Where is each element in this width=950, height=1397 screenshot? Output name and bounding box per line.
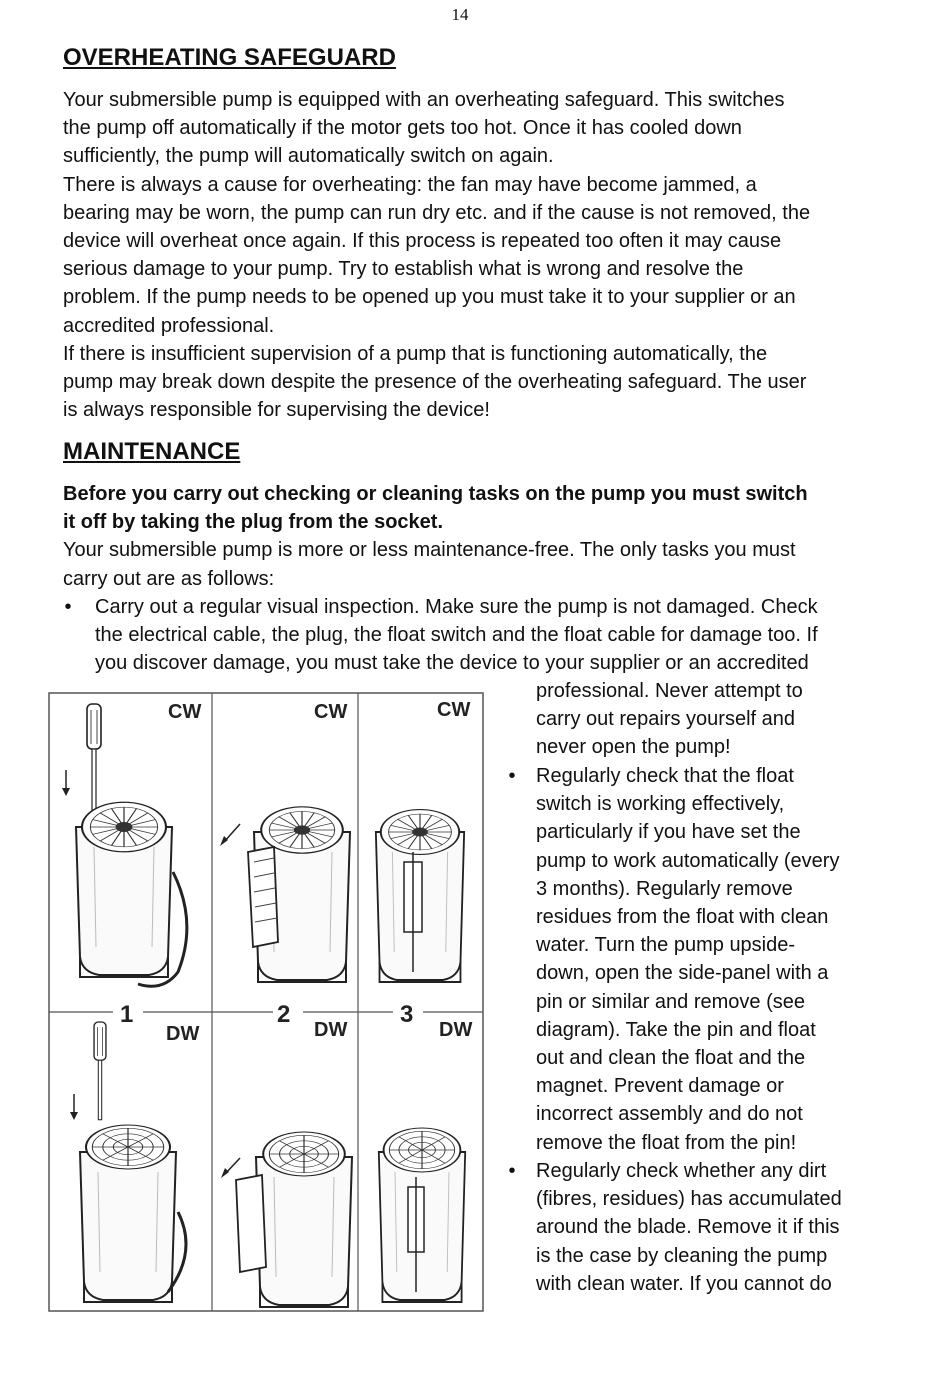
text-line: device will overheat once again. If this process is repeated too often it may cause <box>63 230 782 253</box>
bullet-text-line: never open the pump! <box>536 736 731 759</box>
bullet2-text <box>536 762 866 1157</box>
bullet-text-line: incorrect assembly and do not <box>536 1103 803 1126</box>
bullet-text-line: residues from the float with clean <box>536 906 829 929</box>
maintenance-intro <box>63 480 863 593</box>
text-line: serious damage to your pump. Try to establish what is wrong and resolve the <box>63 258 744 281</box>
text-line: bearing may be worn, the pump can run dry etc. and if the cause is not removed, the <box>63 201 811 224</box>
bullet-text-line: water. Turn the pump upside- <box>536 934 796 957</box>
text-line: sufficiently, the pump will automatically switch on again. <box>63 145 554 168</box>
bullet-text-line: particularly if you have set the <box>536 821 801 844</box>
text-line: There is always a cause for overheating: the fan may have become jammed, a <box>63 173 757 196</box>
text-line: Your submersible pump is equipped with an overheating safeguard. This switches <box>63 89 785 111</box>
bullet-text-line: diagram). Take the pin and float <box>536 1018 816 1041</box>
text-line: accredited professional. <box>63 314 275 337</box>
warning-line: Before you carry out checking or cleaning tasks on the pump you must switch <box>63 483 808 505</box>
step-number: 1 <box>120 1001 134 1028</box>
bullet-text-line: down, open the side-panel with a <box>536 962 829 985</box>
text-line: carry out are as follows: <box>63 567 275 590</box>
bullet-text-line: is the case by cleaning the pump <box>536 1244 828 1267</box>
bullet-text-line: remove the float from the pin! <box>536 1131 797 1154</box>
bullet3-text <box>536 1157 866 1298</box>
label-dw: DW <box>314 1019 348 1041</box>
bullet-text-line: around the blade. Remove it if this <box>536 1216 840 1239</box>
bullet-icon: • <box>508 765 516 787</box>
bullet-text-line: 3 months). Regularly remove <box>536 877 793 900</box>
text-line: If there is insufficient supervision of a pump that is functioning automatically, the <box>63 342 768 365</box>
warning-line: it off by taking the plug from the socket. <box>63 511 444 534</box>
label-dw: DW <box>439 1019 473 1041</box>
pump-illustration <box>379 1128 465 1302</box>
bullet-text-line: Regularly check whether any dirt <box>536 1160 827 1182</box>
label-cw: CW <box>168 701 202 723</box>
label-cw: CW <box>314 701 348 723</box>
bullet-text-line: (fibres, residues) has accumulated <box>536 1188 842 1211</box>
label-dw: DW <box>166 1023 200 1045</box>
bullet1-continuation <box>536 677 866 762</box>
text-line: is always responsible for supervising the device! <box>63 399 490 422</box>
bullet-text-line: professional. Never attempt to <box>536 680 803 702</box>
bullet-text-line: pump to work automatically (every <box>536 849 840 872</box>
bullet-text-line: carry out repairs yourself and <box>536 708 796 731</box>
bullet-icon: • <box>64 596 72 618</box>
float-removal-diagram <box>48 692 484 1312</box>
text-line: pump may break down despite the presence of the overheating safeguard. The user <box>63 371 807 394</box>
bullet-text-line: switch is working effectively, <box>536 793 785 816</box>
overheating-body <box>63 86 863 424</box>
bullet-text-line: the electrical cable, the plug, the float switch and the float cable for damage too. If <box>95 624 818 646</box>
bullet-text-line: Carry out a regular visual inspection. Make sure the pump is not damaged. Check <box>95 596 818 618</box>
label-cw: CW <box>437 699 471 721</box>
page-number: 14 <box>451 5 469 24</box>
text-line: Your submersible pump is more or less maintenance-free. The only tasks you must <box>63 539 796 562</box>
step-number: 3 <box>400 1001 414 1028</box>
text-line: problem. If the pump needs to be opened up you must take it to your supplier or an <box>63 286 796 309</box>
heading-maintenance: MAINTENANCE <box>63 438 241 465</box>
heading-overheating-safeguard: OVERHEATING SAFEGUARD <box>63 44 396 71</box>
step-number: 2 <box>277 1001 291 1028</box>
pump-illustration <box>376 810 464 982</box>
bullet-text-line: pin or similar and remove (see <box>536 990 805 1013</box>
bullet-text-line: you discover damage, you must take the device to your supplier or an accredited <box>95 652 809 674</box>
bullet-icon: • <box>508 1160 516 1182</box>
text-line: the pump off automatically if the motor gets too hot. Once it has cooled down <box>63 117 742 140</box>
bullet-text-line: with clean water. If you cannot do <box>536 1272 832 1295</box>
bullet-text-line: Regularly check that the float <box>536 765 794 787</box>
bullet-text-line: out and clean the float and the <box>536 1047 806 1070</box>
bullet-text-line: magnet. Prevent damage or <box>536 1075 784 1098</box>
